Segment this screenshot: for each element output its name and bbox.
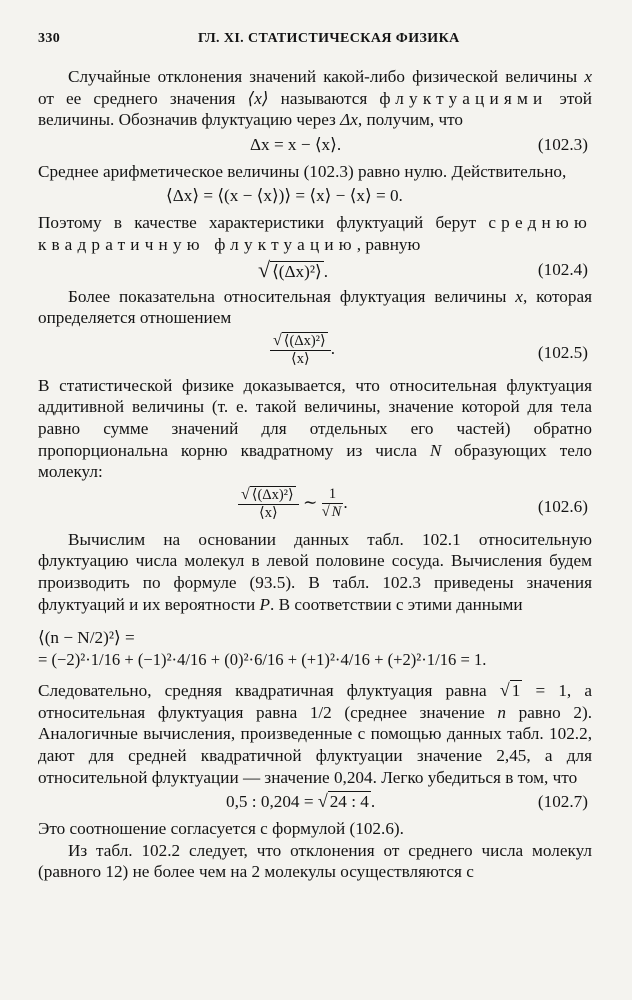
fraction-right: $\frac{1}{√ N}$ — [321, 486, 342, 521]
sqrt-sign: √ — [317, 791, 328, 812]
paragraph-rms-fluctuation: Поэтому в качестве характеристики флуктуаций берут среднюю квадратичную флуктуацию, равную — [38, 213, 592, 254]
radicand: ⟨(Δx)²⟩ — [272, 261, 322, 281]
equation-102-7 — [38, 791, 592, 815]
sim-sign: ∼ — [302, 492, 318, 512]
equation-102-3 — [38, 134, 592, 158]
paragraph-additive-quantity: В статистической физике доказывается, что относительная флуктуация аддитивной величины (т. е. такой величины, значение которой для тела равно сумме значений для отдельных его частей) обратно пропорциональна корню квадратному из числа N образующих тело молекул: — [38, 375, 592, 482]
paragraph-consequently: Следовательно, средняя квадратичная флуктуация равна √ 1 = 1, а относительная флуктуация равна 1/2 (среднее значение n равно 2). Аналогичные вычисления, произведенные с помощью данных табл. 102.2, дают для средней квадратичной флуктуации значение 2,45, а для относительной флуктуации — значение 0,204. Легко убедиться в том, что — [38, 680, 592, 787]
denominator: ⟨x⟩ — [291, 350, 310, 367]
paragraph-relative-fluctuation: Более показательна относительная флуктуация величины x, которая определяется отношением — [38, 286, 592, 328]
sqrt-sign: √ — [499, 680, 510, 701]
sqrt-sign: √ — [258, 256, 271, 282]
page-number: 330 — [38, 31, 61, 46]
term-fluctuations: флуктуациями — [379, 88, 548, 108]
equation-number: (102.5) — [537, 342, 588, 362]
radicand: ⟨(Δx)²⟩ — [283, 332, 326, 349]
equation-102-5 — [38, 332, 592, 372]
term-rms-fluctuation: среднюю квадратичную флуктуацию — [38, 213, 592, 254]
formula-line-1: ⟨(n − N/2)²⟩ = — [38, 628, 135, 648]
equation-mean-square — [38, 627, 592, 670]
equation-102-6 — [38, 486, 592, 526]
formula: ⟨Δx⟩ = ⟨(x − ⟨x⟩)⟩ = ⟨x⟩ − ⟨x⟩ = 0. — [166, 186, 403, 206]
paragraph-calculation: Вычислим на основании данных табл. 102.1 относительную флуктуацию числа молекул в левой половине сосуда. Вычисления будем производить по формуле (93.5). В табл. 102.3 приведены значения флуктуаций и их вероятности P. В соответствии с этими данными — [38, 529, 592, 614]
running-header — [38, 28, 592, 52]
equation-number: (102.3) — [537, 134, 588, 154]
formula: Δx = x − ⟨x⟩. — [250, 134, 342, 154]
paragraph-mean-zero: Среднее арифметическое величины (102.3) равно нулю. Действительно, — [38, 161, 567, 181]
formula: $\frac{\text{√ ⟨(Δx)²⟩}}{⟨x⟩}$ ∼ $\frac{1}{√ N}$ . — [238, 486, 348, 522]
formula: √ ⟨(Δx)²⟩ . — [258, 256, 329, 282]
fraction-left — [238, 486, 299, 522]
paragraph-deviations: Из табл. 102.2 следует, что отклонения от среднего числа молекул (равного 12) не более чем на 2 молекулы осуществляются с — [38, 840, 592, 882]
sqrt-sign: √ — [241, 485, 250, 503]
equation-number: (102.6) — [537, 496, 588, 516]
paragraph-fluctuation-definition: Случайные отклонения значений какой-либо физической величины x от ее среднего значения ⟨x⟩ называются флуктуациями этой величины. Обозначив флуктуацию через Δx, получим, что — [38, 67, 592, 130]
paragraph-agreement: Это соотношение согласуется с формулой (102.6). — [38, 819, 404, 839]
equation-mean-deviation — [38, 185, 592, 209]
formula-line-2: = (−2)²·1/16 + (−1)²·4/16 + (0)²·6/16 + (+1)²·4/16 + (+2)²·1/16 = 1. — [38, 649, 487, 669]
radicand: 24 : 4 — [329, 792, 369, 812]
fraction — [270, 332, 331, 368]
equation-number: (102.7) — [537, 792, 588, 812]
denominator: ⟨x⟩ — [259, 504, 278, 521]
chapter-title: ГЛ. XI. СТАТИСТИЧЕСКАЯ ФИЗИКА — [198, 31, 460, 46]
equation-102-4 — [38, 256, 592, 283]
equation-number: (102.4) — [537, 259, 588, 279]
sqrt-sign: √ — [273, 331, 282, 349]
formula: 0,5 : 0,204 = √ 24 : 4 . — [226, 791, 376, 812]
book-page — [38, 28, 592, 883]
radicand: ⟨(Δx)²⟩ — [251, 486, 294, 503]
formula: $\frac{\text{√ ⟨(Δx)²⟩}}{⟨x⟩}$ . — [270, 332, 335, 368]
